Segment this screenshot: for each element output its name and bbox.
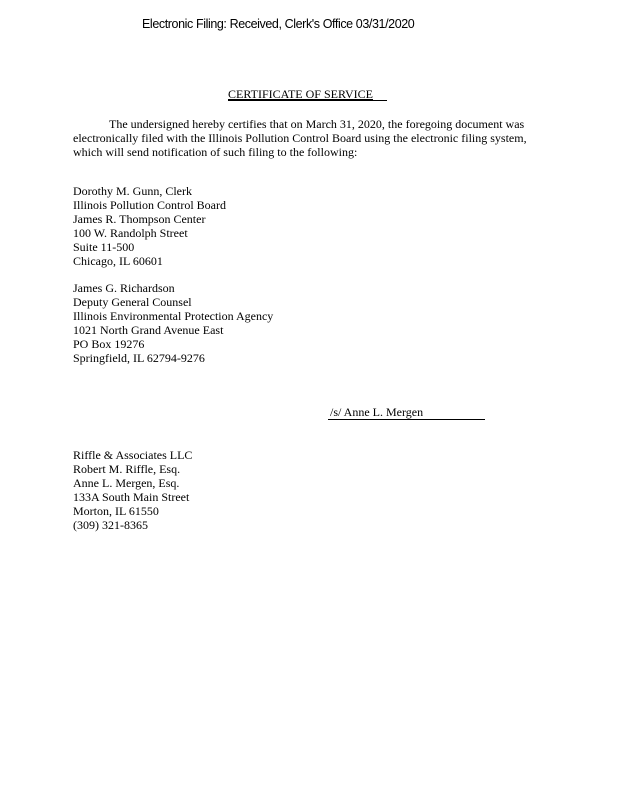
firm-line: Morton, IL 61550 bbox=[73, 504, 159, 518]
address-line: Illinois Pollution Control Board bbox=[73, 198, 227, 212]
address-line: James G. Richardson bbox=[73, 281, 175, 295]
address-line: Dorothy M. Gunn, Clerk bbox=[73, 184, 192, 198]
address-line: Suite 11-500 bbox=[73, 240, 135, 254]
recipient-address-block bbox=[73, 184, 226, 268]
filing-stamp: Electronic Filing: Received, Clerk's Office 03/31/2020 bbox=[142, 17, 415, 31]
certificate-title bbox=[228, 88, 387, 101]
address-line: Chicago, IL 60601 bbox=[73, 254, 163, 268]
certificate-title-text: CERTIFICATE OF SERVICE bbox=[228, 87, 373, 101]
firm-line: Riffle & Associates LLC bbox=[73, 448, 193, 462]
signature-line bbox=[328, 406, 485, 420]
address-line: 100 W. Randolph Street bbox=[73, 226, 188, 240]
firm-line: Robert M. Riffle, Esq. bbox=[73, 462, 181, 476]
address-line: James R. Thompson Center bbox=[73, 212, 206, 226]
address-line: Deputy General Counsel bbox=[73, 295, 192, 309]
body-line: which will send notification of such filing to the following: bbox=[73, 145, 358, 159]
address-line: 1021 North Grand Avenue East bbox=[73, 323, 224, 337]
firm-line: 133A South Main Street bbox=[73, 490, 190, 504]
recipient-address-block bbox=[73, 281, 273, 365]
firm-line: (309) 321-8365 bbox=[73, 518, 148, 532]
body-line: The undersigned hereby certifies that on March 31, 2020, the foregoing document was bbox=[109, 117, 525, 131]
address-line: Illinois Environmental Protection Agency bbox=[73, 309, 274, 323]
address-line: PO Box 19276 bbox=[73, 337, 145, 351]
certificate-body bbox=[73, 117, 533, 159]
firm-address-block bbox=[73, 448, 192, 532]
address-line: Springfield, IL 62794-9276 bbox=[73, 351, 205, 365]
body-line: electronically filed with the Illinois Pollution Control Board using the electronic filing system, bbox=[73, 131, 527, 145]
firm-line: Anne L. Mergen, Esq. bbox=[73, 476, 180, 490]
signature-text: /s/ Anne L. Mergen bbox=[330, 405, 424, 419]
